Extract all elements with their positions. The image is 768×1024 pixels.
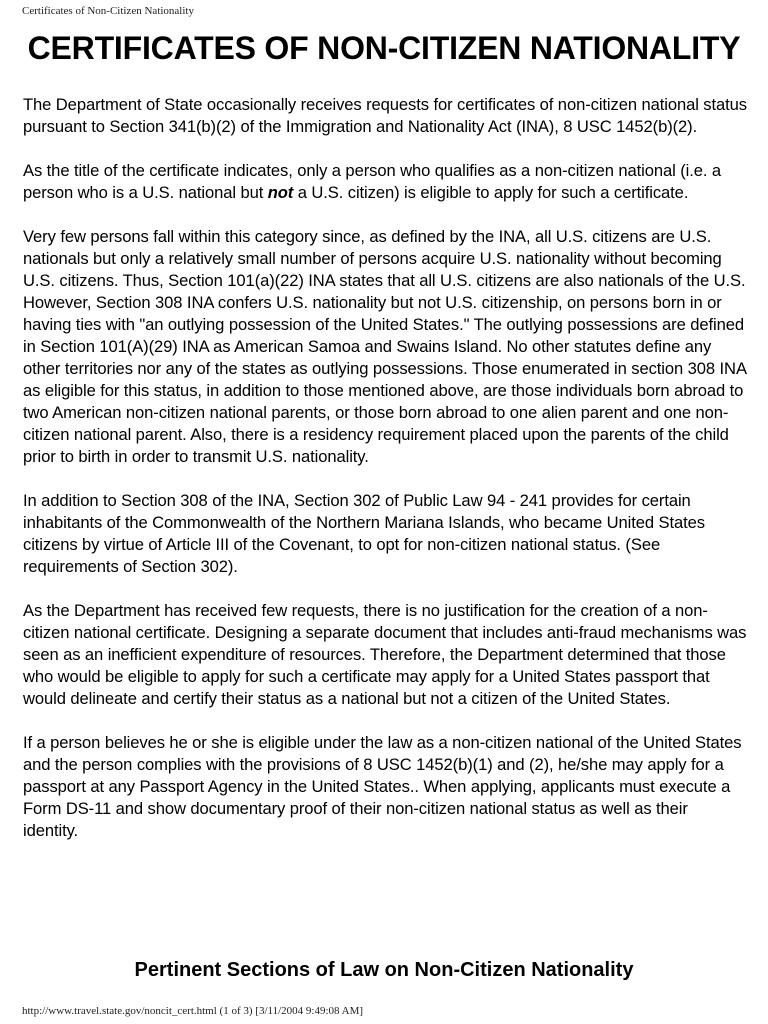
paragraph-application: If a person believes he or she is eligible under the law as a non-citizen national of the United States and the person complies with the provisions of 8 USC 1452(b)(1) and (2), he/she may apply for a passport at any Passport Agency in the United States.. When applying, applicants must execute a Form DS-11 and show documentary proof of their non-citizen national status as well as their identity. (23, 733, 742, 840)
paragraph-justification: As the Department has received few requests, there is no justification for the creation of a non-citizen national certificate. Designing a separate document that includes anti-fraud mechanisms was seen as an inefficient expenditure of resources. Therefore, the Department determined that those who would be eligible to apply for such a certificate may apply for a United States passport that would delineate and certify their status as a national but not a citizen of the United States. (23, 601, 747, 708)
page-title: CERTIFICATES OF NON-CITIZEN NATIONALITY (27, 30, 741, 66)
paragraph-eligibility-text-start: As the title of the certificate indicates, only a person who qualifies as a non-citizen national (i.e. a person who is a U.S. national but (23, 161, 721, 202)
running-header: Certificates of Non-Citizen Nationality (22, 5, 194, 17)
paragraph-eligibility (23, 160, 747, 204)
page-footer: http://www.travel.state.gov/noncit_cert.html (1 of 3) [3/11/2004 9:49:08 AM] (22, 1005, 364, 1017)
section-heading: Pertinent Sections of Law on Non-Citizen Nationality (134, 959, 634, 981)
paragraph-eligibility-text-end: a U.S. citizen) is eligible to apply for such a certificate. (293, 183, 689, 202)
paragraph-category: Very few persons fall within this category since, as defined by the INA, all U.S. citizens are U.S. nationals but only a relatively small number of persons acquire U.S. nationality without becoming U.S. citizens. Thus, Section 101(a)(22) INA states that all U.S. citizens are also nationals of the U.S. However, Section 308 INA confers U.S. nationality but not U.S. citizenship, on persons born in or having ties with "an outlying possession of the United States." The outlying possessions are defined in Section 101(A)(29) INA as American Samoa and Swains Island. No other statutes define any other territories nor any of the states as outlying possessions. Those enumerated in section 308 INA as eligible for this status, in addition to those mentioned above, are those individuals born abroad to two American non-citizen national parents, or those born abroad to one alien parent and one non-citizen national parent. Also, there is a residency requirement placed upon the parents of the child prior to birth in order to transmit U.S. nationality. (23, 227, 746, 466)
paragraph-intro: The Department of State occasionally receives requests for certificates of non-citizen national status pursuant to Section 341(b)(2) of the Immigration and Nationality Act (INA), 8 USC 1452(b)(2). (23, 95, 747, 136)
document-body (23, 94, 747, 864)
emphasis-not: not (267, 183, 294, 202)
paragraph-section-302: In addition to Section 308 of the INA, Section 302 of Public Law 94 - 241 provides for certain inhabitants of the Commonwealth of the Northern Mariana Islands, who became United States citizens by virtue of Article III of the Covenant, to opt for non-citizen national status. (See requirements of Section 302). (23, 491, 705, 576)
